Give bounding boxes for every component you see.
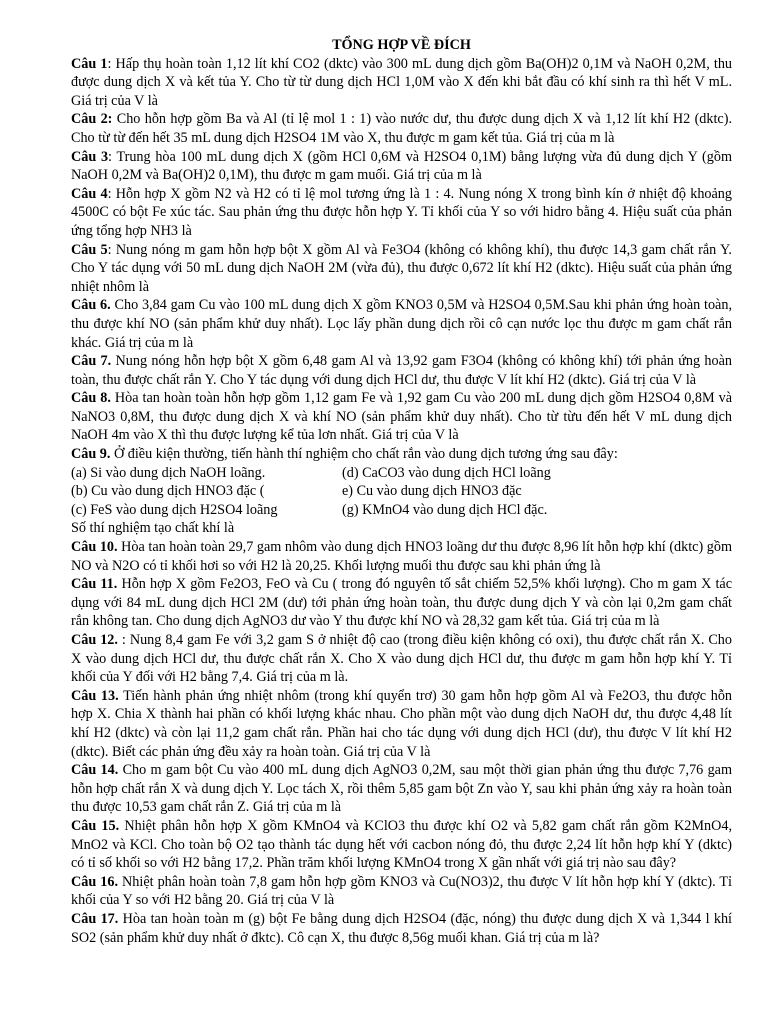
question-number: Câu 7.	[71, 353, 112, 370]
question	[71, 817, 732, 873]
experiment-options	[71, 464, 732, 520]
question-text: Nung nóng hỗn hợp bột X gồm 6,48 gam Al và 13,92 gam F3O4 (không có không khí) tới phản ứng hoàn toàn, thu được chất rắn Y. Cho Y tác dụng với dung dịch HCl dư, thu được V lít khí H2 (dktc). Giá trị của V là	[71, 353, 732, 388]
question	[71, 110, 732, 147]
experiment-option: (c) FeS vào dung dịch H2SO4 loãng	[71, 501, 278, 518]
question-number: Câu 9.	[71, 446, 111, 463]
question-text: Cho hỗn hợp gồm Ba và Al (tỉ lệ mol 1 : 1) vào nước dư, thu được dung dịch X và 1,12 lít khí H2 (dktc). Cho từ từ đến hết 35 mL dung dịch H2SO4 1M vào X, thu được m gam kết tủa. Giá trị của m là	[71, 111, 732, 146]
question-text: Cho m gam bột Cu vào 400 mL dung dịch AgNO3 0,2M, sau một thời gian phản ứng thu được 7,76 gam hỗn hợp chất rắn X và dung dịch Y. Lọc tách X, rồi thêm 5,85 gam bột Zn vào Y, sau khi phản ứng xảy ra hoàn toàn thu được 10,53 gam chất rắn Z. Giá trị của m là	[71, 762, 733, 816]
question-number: Câu 10.	[71, 539, 118, 556]
question-number: Câu 3	[71, 148, 109, 165]
question	[71, 185, 732, 241]
experiment-option: (a) Si vào dung dịch NaOH loãng.	[71, 464, 266, 481]
question-number: Câu 4	[71, 185, 108, 202]
question-text: : Hấp thụ hoàn toàn 1,12 lít khí CO2 (dktc) vào 300 mL dung dịch gồm Ba(OH)2 0,1M và NaOH 0,2M, thu được dung dịch X và kết tủa Y. Cho từ từ dung dịch HCl 1,0M vào X đến khi bắt đầu có khí sinh ra thì hết V mL. Giá trị của V là	[71, 55, 733, 109]
question-number: Câu 1	[71, 55, 108, 72]
question	[71, 575, 732, 631]
question-number: Câu 11.	[71, 576, 118, 593]
question-text: Nhiệt phân hoàn toàn 7,8 gam hỗn hợp gồm KNO3 và Cu(NO3)2, thu được V lít hỗn hợp khí Y (dktc). Tỉ khối của Y so với H2 bằng 20. Giá trị của V là	[71, 873, 732, 909]
question-text: Hòa tan hoàn toàn m (g) bột Fe bằng dung dịch H2SO4 (đặc, nóng) thu được dung dịch X và 1,344 l khí SO2 (sản phẩm khử duy nhất ở đktc). Cô cạn X, thu được 8,56g muối khan. Giá trị của m là?	[71, 910, 732, 946]
question	[71, 873, 732, 910]
question	[71, 445, 732, 464]
question-number: Câu 2:	[71, 111, 113, 128]
experiment-option: (g) KMnO4 vào dung dịch HCl đặc.	[342, 501, 548, 518]
question-text: : Trung hòa 100 mL dung dịch X (gồm HCl 0,6M và H2SO4 0,1M) bằng lượng vừa đủ dung dịch Y (gồm NaOH 0,2M và Ba(OH)2 0,1M), thu được m gam muối. Giá trị của m là	[71, 148, 733, 184]
question	[71, 538, 732, 575]
question-list-1	[71, 55, 732, 464]
question-number: Câu 5	[71, 241, 108, 258]
question-number: Câu 16.	[71, 873, 118, 890]
question-text: Hỗn hợp X gồm Fe2O3, FeO và Cu ( trong đó nguyên tố sắt chiếm 52,5% khối lượng). Cho m gam X tác dụng với 84 mL dung dịch HCl 2M (dư) tới phản ứng hoàn toàn, thu được dung dịch Y và còn lại 0,2m gam chất rắn không tan. Cho dung dịch AgNO3 dư vào Y thu được khí NO và 28,32 gam kết tủa. Giá trị của m là	[71, 576, 732, 630]
question-text: : Nung 8,4 gam Fe với 3,2 gam S ở nhiệt độ cao (trong điều kiện không có oxi), thu được chất rắn X. Cho X vào dung dịch HCl dư, thu được chất rắn X. Cho X vào dung dịch HCl dư, thu được m gam hỗn hợp khí Y. Tỉ khối của Y đối với H2 bằng 7,4. Giá trị của m là.	[71, 632, 732, 686]
experiment-option: (d) CaCO3 vào dung dịch HCl loãng	[342, 464, 551, 481]
question	[71, 296, 732, 352]
question	[71, 241, 732, 297]
question	[71, 352, 732, 389]
question-number: Câu 14.	[71, 762, 119, 779]
question-number: Câu 17.	[71, 910, 119, 927]
question	[71, 910, 732, 947]
question-text: Nhiệt phân hỗn hợp X gồm KMnO4 và KClO3 thu được khí O2 và 5,82 gam chất rắn gồm K2MnO4, MnO2 và KCl. Cho toàn bộ O2 tạo thành tác dụng hết với cacbon nóng đỏ, thu được 2,24 lít hỗn hợp khí Y (dktc) có tỉ số khối so với H2 bằng 17,2. Phần trăm khối lượng KMnO4 trong X gần nhất với giá trị nào sau đây?	[71, 817, 732, 872]
question-list-2	[71, 538, 732, 947]
question	[71, 389, 732, 445]
question-text: : Nung nóng m gam hỗn hợp bột X gồm Al và Fe3O4 (không có không khí), thu được 14,3 gam chất rắn Y. Cho Y tác dụng với 50 mL dung dịch NaOH 2M (vừa đủ), thu được 0,672 lít khí H2 (dktc). Hiệu suất của phản ứng nhiệt nhôm là	[71, 241, 732, 295]
question-number: Câu 8.	[71, 390, 111, 407]
page-title: TỔNG HỢP VỀ ĐÍCH	[332, 37, 471, 53]
question	[71, 761, 732, 817]
question-number: Câu 13.	[71, 687, 119, 704]
question-number: Câu 12.	[71, 632, 118, 648]
question	[71, 631, 732, 687]
question	[71, 687, 732, 761]
question-text: Ở điều kiện thường, tiến hành thí nghiệm cho chất rắn vào dung dịch tương ứng sau đây:	[110, 446, 618, 463]
question-9-tail: Số thí nghiệm tạo chất khí là	[71, 520, 235, 537]
question-text: Tiến hành phản ứng nhiệt nhôm (trong khí quyển trơ) 30 gam hỗn hợp gồm Al và Fe2O3, thu được hỗn hợp X. Chia X thành hai phần có khối lượng khác nhau. Cho phần một vào dung dịch NaOH dư, thu được 4,48 lít khí H2 (dktc) và còn lại 11,2 gam chất rắn. Phần hai cho tác dụng với dung dịch HCl (dư), thu được V lít khí H2 (dktc). Biết các phản ứng đều xảy ra hoàn toàn. Giá trị của V là	[71, 687, 733, 760]
question-text: Hòa tan hoàn toàn 29,7 gam nhôm vào dung dịch HNO3 loãng dư thu được 8,96 lít hỗn hợp khí (dktc) gồm NO và N2O có tỉ khối hơi so với H2 là 20,25. Khối lượng muối thu được sau khi phản ứng là	[71, 539, 733, 574]
experiment-option: e) Cu vào dung dịch HNO3 đặc	[342, 483, 522, 500]
question-number: Câu 15.	[71, 817, 120, 834]
question	[71, 148, 732, 185]
question-text: : Hỗn hợp X gồm N2 và H2 có tỉ lệ mol tương ứng là 1 : 4. Nung nóng X trong bình kín ở nhiệt độ khoảng 4500C có bột Fe xúc tác. Sau phản ứng thu được hỗn hợp Y. Tỉ khối của Y so với hidro bằng 4. Hiệu suất của phản ứng tổng hợp NH3 là	[71, 185, 732, 239]
question-number: Câu 6.	[71, 297, 111, 314]
question	[71, 55, 732, 111]
question-text: Hòa tan hoàn toàn hỗn hợp gồm 1,12 gam Fe và 1,92 gam Cu vào 200 mL dung dịch gồm H2SO4 0,8M và NaNO3 0,8M, thu được dung dịch X và khí NO (sản phẩm khử duy nhất). Cho từ từu đến hết V mL dung dịch NaOH 4m vào X thì thu được lượng kể tủa lơn nhất. Giá trị của V là	[71, 390, 732, 444]
experiment-option: (b) Cu vào dung dịch HNO3 đặc (	[71, 483, 265, 500]
question-text: Cho 3,84 gam Cu vào 100 mL dung dịch X gồm KNO3 0,5M và H2SO4 0,5M.Sau khi phản ứng hoàn toàn, thu được khí NO (sản phẩm khử duy nhất). Lọc lấy phần dung dịch rồi cô cạn nước lọc thu được m gam chất rắn khác. Giá trị của m là	[71, 297, 732, 351]
